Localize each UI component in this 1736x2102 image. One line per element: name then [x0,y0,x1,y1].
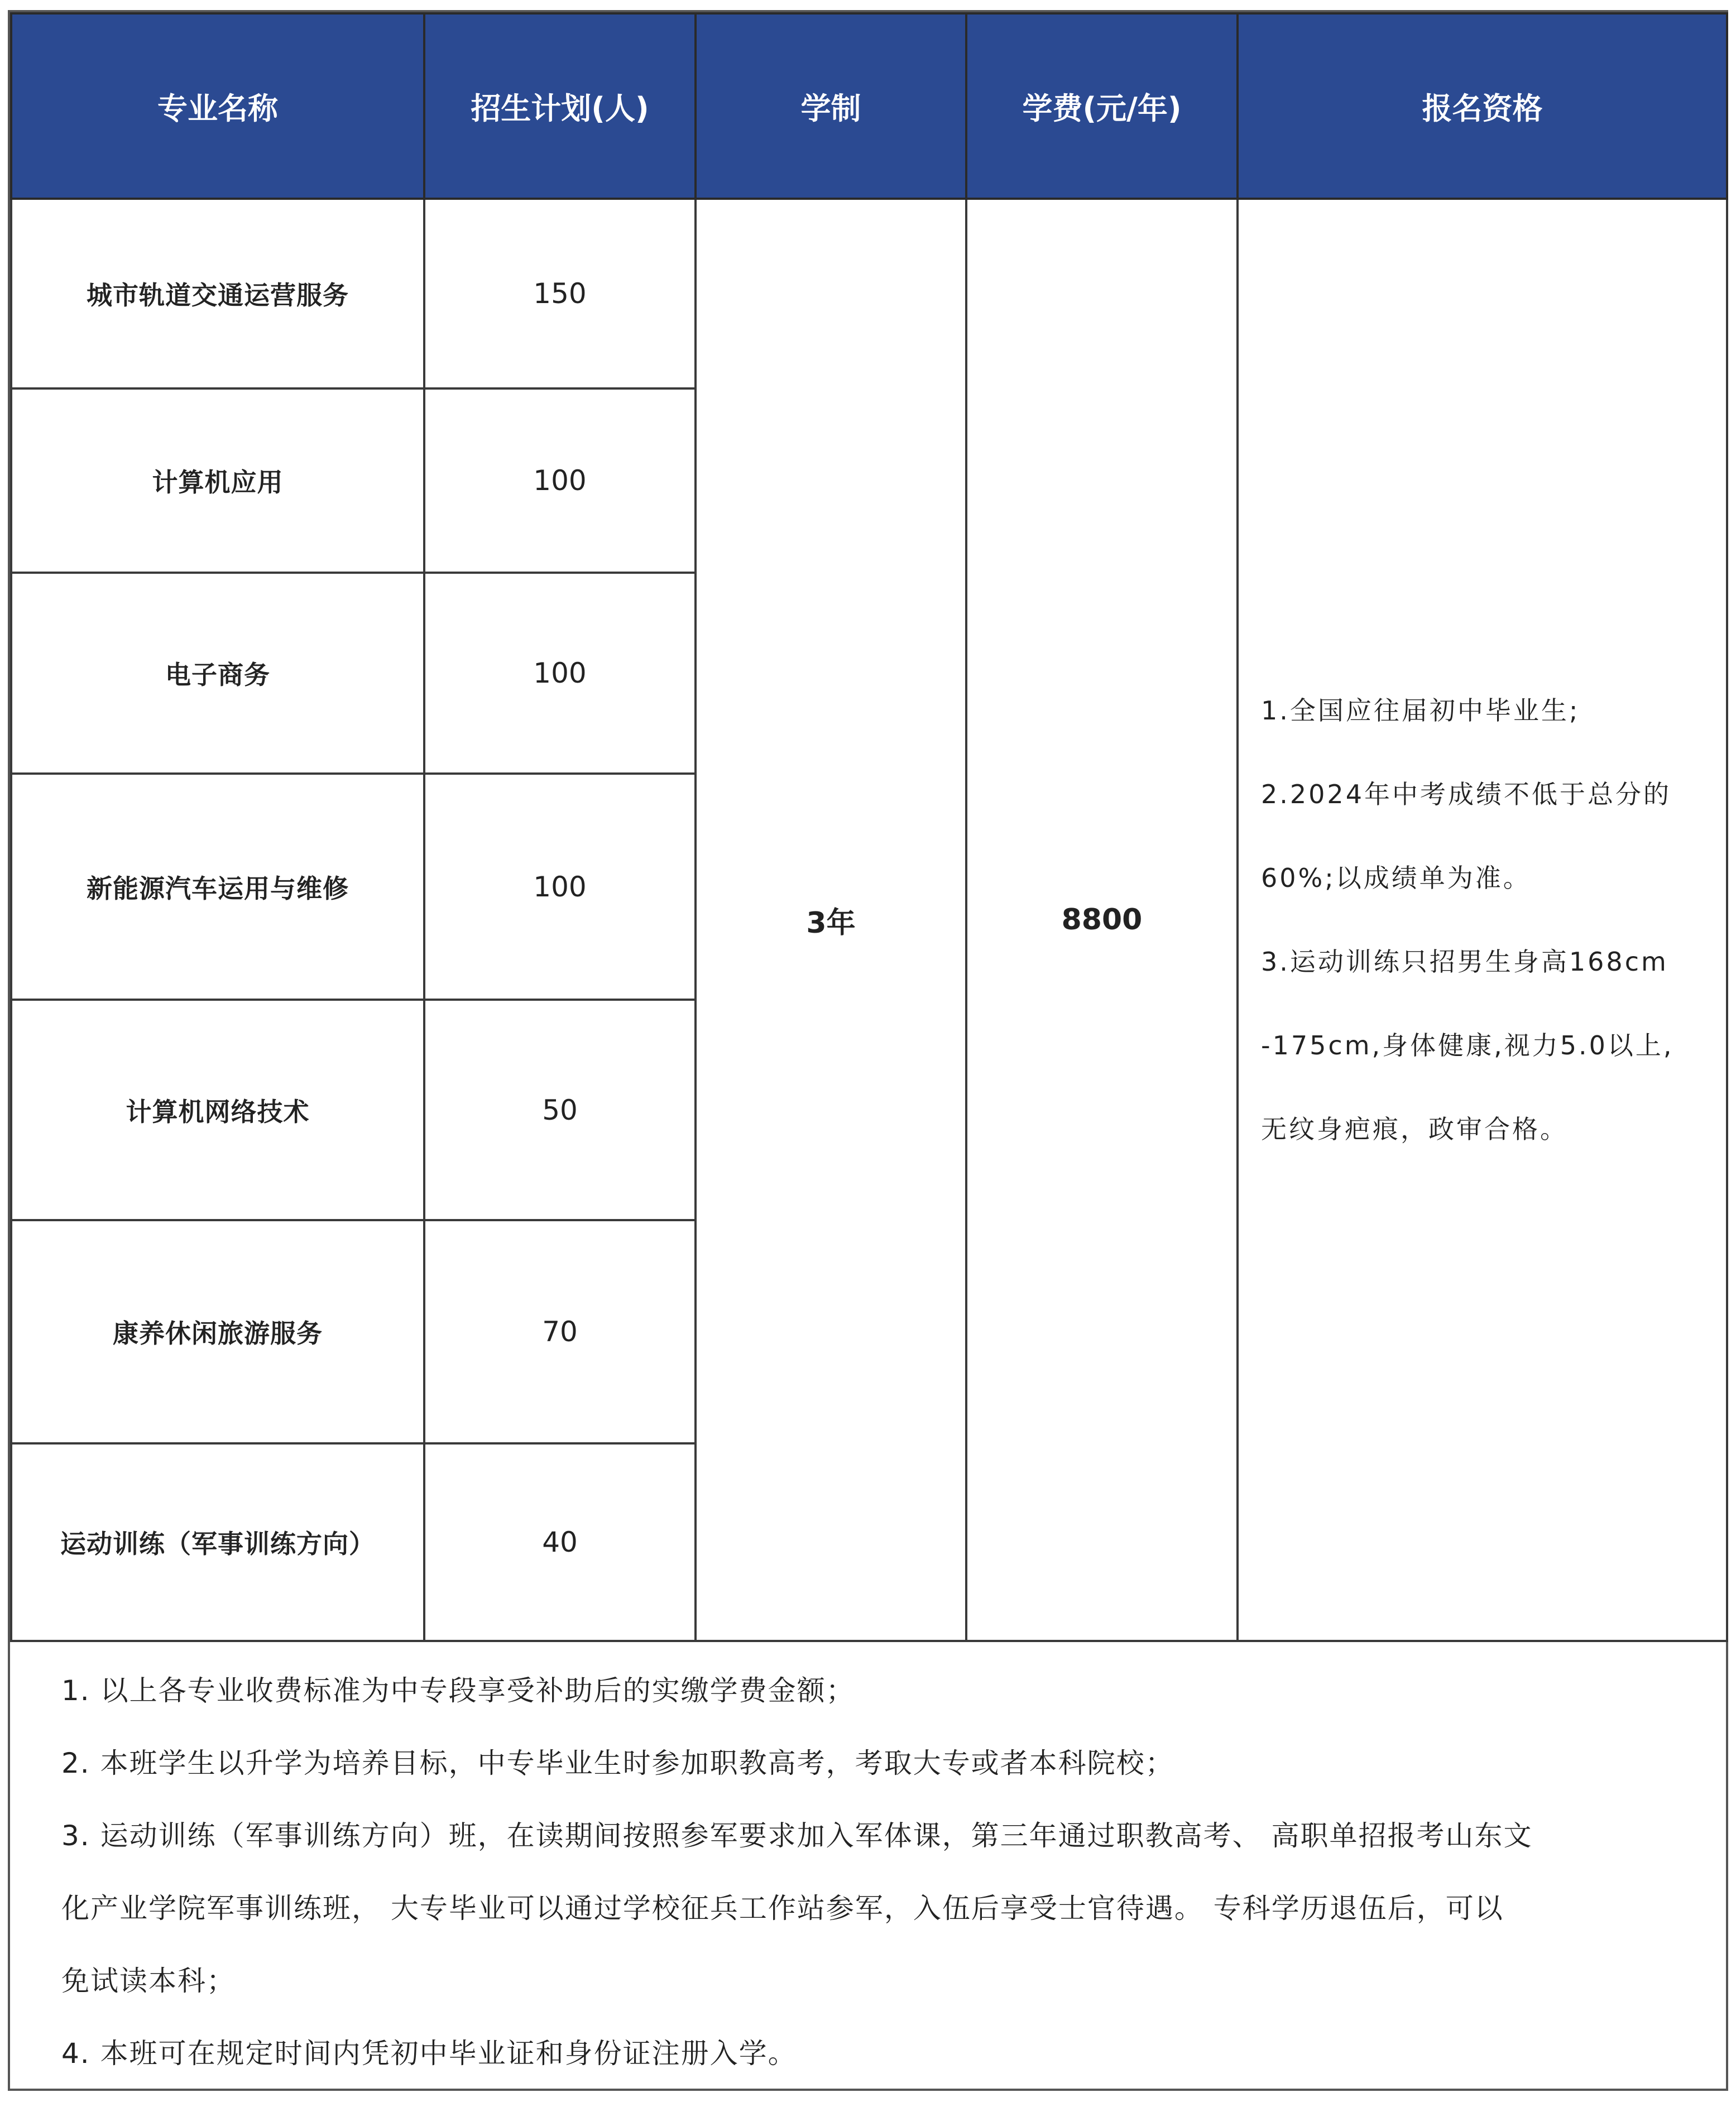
major-name-cell: 电子商务 [11,573,424,774]
table-row [11,199,1727,388]
header-enrollment-plan: 招生计划(人) [424,13,696,199]
enrollment-plan-cell: 70 [424,1220,696,1443]
table-header-row [11,13,1727,199]
note-line: 化产业学院军事训练班， 大专毕业可以通过学校征兵工作站参军，入伍后享受士官待遇。 专科学历退伍后，可以 [61,1892,1504,1925]
header-major-name: 专业名称 [11,13,424,199]
qualification-line: 2.2024年中考成绩不低于总分的 [1261,779,1671,809]
note-line: 4. 本班可在规定时间内凭初中毕业证和身份证注册入学。 [61,2037,797,2070]
major-name-cell: 新能源汽车运用与维修 [11,774,424,1000]
enrollment-plan-cell: 40 [424,1443,696,1641]
qualification-cell [1238,199,1727,1641]
qualification-line: 60%;以成绩单为准。 [1261,863,1531,893]
enrollment-plan-cell: 100 [424,573,696,774]
notes-section [10,1638,1726,2090]
enrollment-plan-cell: 100 [424,774,696,1000]
qualification-line: -175cm,身体健康,视力5.0以上, [1261,1030,1674,1060]
enrollment-table [10,12,1728,1642]
duration-cell: 3年 [696,199,966,1641]
enrollment-plan-cell: 100 [424,388,696,573]
note-line: 2. 本班学生以升学为培养目标，中专毕业生时参加职教高考，考取大专或者本科院校； [61,1747,1174,1779]
note-line: 免试读本科； [61,1965,236,1997]
header-duration: 学制 [696,13,966,199]
major-name-cell: 计算机应用 [11,388,424,573]
major-name-cell: 城市轨道交通运营服务 [11,199,424,388]
qualification-line: 无纹身疤痕，政审合格。 [1261,1114,1568,1144]
enrollment-plan-cell: 150 [424,199,696,388]
major-name-cell: 康养休闲旅游服务 [11,1220,424,1443]
note-line: 3. 运动训练（军事训练方向）班，在读期间按照参军要求加入军体课，第三年通过职教高考、 高职单招报考山东文 [61,1820,1533,1852]
qualification-line: 1.全国应往届初中毕业生; [1261,695,1580,726]
header-qualification: 报名资格 [1238,13,1727,199]
header-tuition: 学费(元/年) [966,13,1238,199]
tuition-cell: 8800 [966,199,1238,1641]
major-name-cell: 运动训练（军事训练方向） [11,1443,424,1641]
qualification-line: 3.运动训练只招男生身高168cm [1261,947,1668,977]
enrollment-sheet [8,10,1728,2091]
note-line: 1. 以上各专业收费标准为中专段享受补助后的实缴学费金额； [61,1674,855,1707]
enrollment-plan-cell: 50 [424,1000,696,1220]
major-name-cell: 计算机网络技术 [11,1000,424,1220]
